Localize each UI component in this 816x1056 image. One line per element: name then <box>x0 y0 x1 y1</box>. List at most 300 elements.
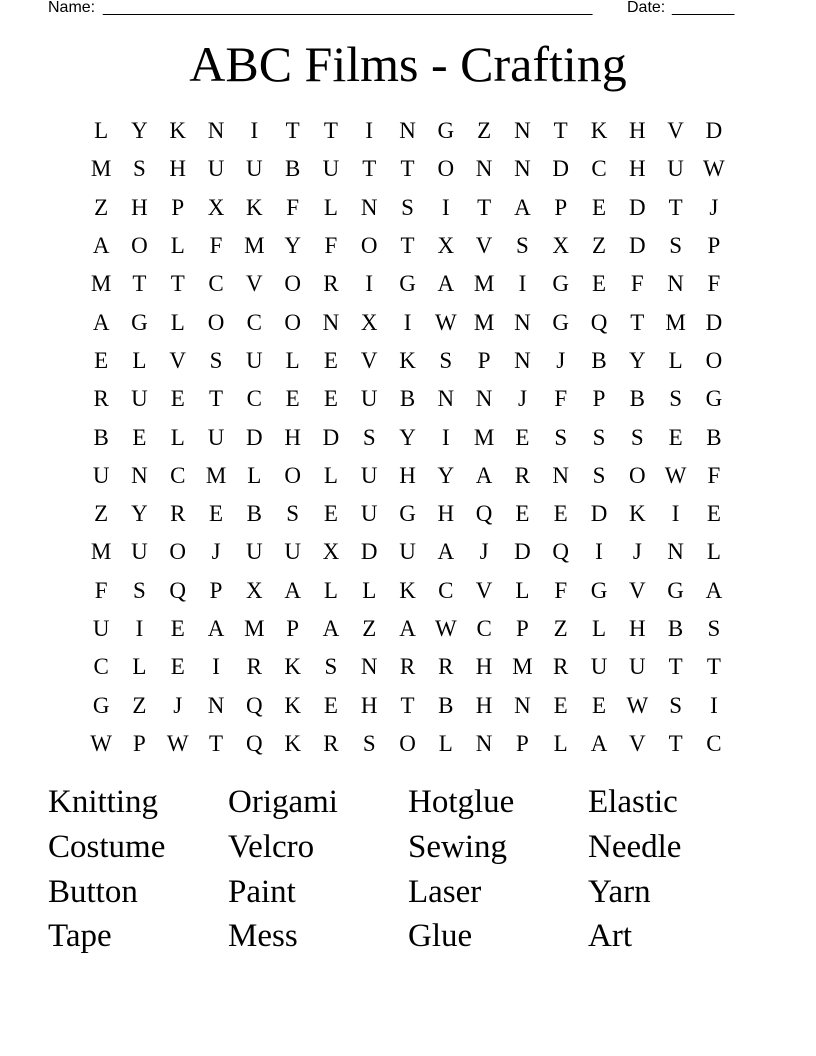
word-list-item: Velcro <box>228 829 315 866</box>
grid-letter: S <box>401 194 414 220</box>
grid-letter: F <box>554 577 568 603</box>
grid-letter: L <box>591 616 607 641</box>
grid-letter: O <box>284 271 301 297</box>
grid-letter: A <box>437 271 455 297</box>
grid-letter: X <box>437 233 455 259</box>
grid-letter: T <box>285 118 300 144</box>
grid-letter: A <box>514 194 531 220</box>
grid-letter: N <box>475 156 493 182</box>
grid-letter: W <box>703 156 725 182</box>
grid-letter: E <box>170 386 185 412</box>
grid-letter: N <box>667 539 684 565</box>
word-list-item: Laser <box>408 873 482 910</box>
grid-letter: P <box>209 577 223 603</box>
grid-letter: O <box>284 309 301 335</box>
grid-letter: U <box>360 501 378 527</box>
grid-letter: N <box>514 692 531 718</box>
grid-letter: L <box>247 462 262 488</box>
grid-letter: K <box>628 501 646 527</box>
grid-row <box>82 380 733 418</box>
grid-letter: N <box>552 462 570 488</box>
grid-letter: T <box>400 233 415 259</box>
grid-letter: A <box>207 616 225 641</box>
grid-letter: N <box>360 194 378 220</box>
grid-letter: O <box>360 233 378 259</box>
grid-row <box>82 725 733 763</box>
grid-letter: K <box>284 730 301 756</box>
grid-letter: A <box>590 730 608 756</box>
grid-letter: D <box>590 501 608 527</box>
grid-letter: U <box>360 386 378 412</box>
grid-letter: O <box>437 156 455 182</box>
grid-letter: H <box>131 194 148 220</box>
grid-row <box>82 457 733 495</box>
grid-letter: P <box>516 616 529 641</box>
word-list-item: Glue <box>408 918 473 955</box>
grid-letter: L <box>668 347 683 373</box>
grid-letter: J <box>517 386 527 412</box>
word-list-item: Sewing <box>408 829 507 866</box>
grid-letter: P <box>286 616 300 641</box>
grid-letter: O <box>207 309 225 335</box>
grid-letter: G <box>667 577 684 603</box>
grid-letter: G <box>399 271 416 297</box>
grid-letter: U <box>246 347 263 373</box>
grid-letter: L <box>706 539 721 565</box>
grid-letter: D <box>705 118 723 144</box>
grid-letter: N <box>514 118 531 144</box>
grid-letter: S <box>592 424 606 450</box>
grid-row <box>82 610 733 648</box>
grid-letter: O <box>131 233 148 259</box>
grid-letter: Z <box>94 501 109 527</box>
grid-letter: I <box>710 692 718 718</box>
grid-letter: Q <box>246 692 263 718</box>
grid-letter: T <box>477 194 492 220</box>
word-list <box>48 780 768 959</box>
grid-letter: H <box>475 654 493 680</box>
grid-letter: G <box>437 118 455 144</box>
grid-letter: I <box>365 118 374 144</box>
grid-letter: R <box>514 462 531 488</box>
grid-letter: A <box>284 577 301 603</box>
grid-letter: B <box>667 616 684 641</box>
grid-letter: Q <box>552 539 570 565</box>
grid-letter: L <box>132 347 147 373</box>
grid-letter: A <box>92 309 110 335</box>
grid-letter: X <box>207 194 225 220</box>
grid-letter: M <box>244 616 265 641</box>
grid-letter: M <box>90 156 112 182</box>
grid-letter: A <box>399 616 416 641</box>
grid-letter: T <box>668 194 683 220</box>
grid-letter: S <box>286 501 300 527</box>
grid-letter: Q <box>246 730 263 756</box>
grid-letter: B <box>246 501 262 527</box>
grid-letter: Q <box>475 501 493 527</box>
grid-letter: S <box>439 347 453 373</box>
grid-row <box>82 495 733 533</box>
grid-letter: P <box>477 347 491 373</box>
grid-letter: R <box>553 654 569 680</box>
name-blank-line: _______________________________________________________ <box>103 0 593 16</box>
grid-letter: L <box>553 730 568 756</box>
grid-letter: M <box>512 654 533 680</box>
word-list-item: Paint <box>228 873 296 910</box>
grid-letter: C <box>246 309 262 335</box>
grid-letter: E <box>668 424 683 450</box>
grid-letter: T <box>209 386 224 412</box>
grid-letter: G <box>590 577 608 603</box>
grid-letter: D <box>705 309 723 335</box>
grid-letter: G <box>552 271 570 297</box>
grid-letter: H <box>475 692 493 718</box>
grid-letter: T <box>132 271 147 297</box>
grid-letter: D <box>552 156 570 182</box>
grid-row <box>82 189 733 227</box>
word-list-item: Mess <box>228 918 298 955</box>
word-list-row <box>48 914 768 959</box>
grid-letter: F <box>554 386 568 412</box>
grid-letter: U <box>628 654 646 680</box>
grid-letter: E <box>323 501 338 527</box>
grid-letter: F <box>209 233 223 259</box>
grid-letter: S <box>707 616 721 641</box>
grid-letter: X <box>552 233 570 259</box>
grid-letter: Y <box>284 233 301 259</box>
grid-letter: L <box>170 309 185 335</box>
grid-row <box>82 533 733 571</box>
grid-letter: O <box>284 462 301 488</box>
grid-letter: E <box>591 271 607 297</box>
grid-letter: O <box>705 347 723 373</box>
grid-letter: R <box>399 654 416 680</box>
grid-letter: I <box>250 118 259 144</box>
grid-letter: Z <box>94 194 109 220</box>
grid-letter: H <box>628 616 646 641</box>
grid-letter: D <box>628 194 646 220</box>
grid-letter: Y <box>131 118 148 144</box>
grid-letter: T <box>400 692 415 718</box>
grid-letter: U <box>590 654 608 680</box>
grid-letter: E <box>170 654 185 680</box>
grid-letter: N <box>514 347 531 373</box>
grid-letter: E <box>323 386 338 412</box>
grid-letter: N <box>207 118 225 144</box>
grid-letter: H <box>399 462 416 488</box>
grid-letter: X <box>322 539 340 565</box>
grid-letter: T <box>706 654 721 680</box>
grid-row <box>82 686 733 724</box>
grid-letter: Z <box>553 616 568 641</box>
grid-letter: K <box>246 194 263 220</box>
grid-letter: E <box>323 692 338 718</box>
grid-letter: I <box>595 539 603 565</box>
grid-letter: E <box>706 501 721 527</box>
word-list-item: Knitting <box>48 784 159 821</box>
word-list-row <box>48 869 768 914</box>
grid-letter: B <box>629 386 645 412</box>
grid-row <box>82 342 733 380</box>
grid-letter: E <box>170 616 185 641</box>
grid-letter: L <box>438 730 453 756</box>
grid-letter: Z <box>477 118 492 144</box>
grid-letter: S <box>669 386 682 412</box>
grid-letter: Q <box>590 309 608 335</box>
grid-letter: Y <box>628 347 646 373</box>
grid-letter: V <box>360 347 378 373</box>
word-list-item: Button <box>48 873 138 910</box>
grid-letter: R <box>323 271 339 297</box>
grid-letter: T <box>209 730 224 756</box>
grid-letter: P <box>707 233 721 259</box>
grid-letter: X <box>246 577 263 603</box>
grid-letter: N <box>399 118 416 144</box>
word-list-item: Hotglue <box>408 784 515 821</box>
grid-letter: N <box>437 386 455 412</box>
grid-letter: I <box>403 309 412 335</box>
grid-letter: E <box>209 501 224 527</box>
grid-row <box>82 150 733 188</box>
grid-letter: K <box>284 692 301 718</box>
word-list-row <box>48 780 768 825</box>
grid-letter: N <box>207 692 225 718</box>
grid-letter: E <box>515 501 530 527</box>
grid-letter: A <box>475 462 493 488</box>
grid-letter: A <box>705 577 723 603</box>
grid-letter: K <box>399 577 416 603</box>
grid-letter: T <box>553 118 568 144</box>
grid-letter: F <box>324 233 338 259</box>
grid-letter: H <box>169 156 187 182</box>
grid-letter: U <box>246 539 263 565</box>
grid-letter: I <box>441 194 450 220</box>
grid-letter: G <box>705 386 723 412</box>
grid-letter: R <box>438 654 454 680</box>
grid-letter: X <box>360 309 378 335</box>
grid-letter: L <box>323 577 338 603</box>
grid-letter: B <box>591 347 607 373</box>
grid-letter: I <box>212 654 220 680</box>
grid-letter: J <box>556 347 566 373</box>
grid-letter: V <box>169 347 187 373</box>
grid-letter: C <box>438 577 454 603</box>
grid-letter: B <box>706 424 722 450</box>
grid-letter: C <box>208 271 224 297</box>
grid-letter: H <box>628 156 646 182</box>
grid-letter: L <box>132 654 147 680</box>
grid-letter: S <box>669 692 682 718</box>
grid-letter: H <box>437 501 455 527</box>
grid-letter: F <box>94 577 108 603</box>
grid-letter: U <box>667 156 684 182</box>
grid-letter: M <box>90 539 112 565</box>
grid-row <box>82 418 733 456</box>
grid-letter: J <box>709 194 719 220</box>
grid-letter: P <box>133 730 146 756</box>
grid-letter: O <box>169 539 187 565</box>
grid-letter: M <box>205 462 227 488</box>
grid-letter: M <box>244 233 265 259</box>
grid-letter: V <box>628 577 646 603</box>
grid-letter: J <box>479 539 489 565</box>
grid-letter: V <box>667 118 684 144</box>
word-list-item: Costume <box>48 829 166 866</box>
letter-grid <box>82 112 733 763</box>
grid-letter: F <box>630 271 644 297</box>
grid-letter: U <box>131 386 148 412</box>
header-line <box>48 0 748 18</box>
grid-letter: B <box>284 156 301 182</box>
grid-letter: S <box>362 730 376 756</box>
grid-letter: Z <box>591 233 607 259</box>
grid-letter: E <box>285 386 300 412</box>
grid-letter: B <box>438 692 454 718</box>
grid-letter: U <box>207 156 225 182</box>
word-list-row <box>48 825 768 870</box>
name-label: Name: <box>48 0 96 16</box>
grid-letter: R <box>323 730 339 756</box>
grid-letter: L <box>170 424 185 450</box>
grid-letter: T <box>323 118 338 144</box>
grid-letter: M <box>90 271 112 297</box>
grid-letter: W <box>90 730 112 756</box>
grid-letter: T <box>170 271 185 297</box>
grid-letter: G <box>399 501 416 527</box>
grid-row <box>82 112 733 150</box>
grid-letter: M <box>473 309 495 335</box>
grid-letter: N <box>131 462 148 488</box>
grid-letter: K <box>284 654 301 680</box>
grid-letter: H <box>360 692 378 718</box>
grid-letter: R <box>170 501 186 527</box>
grid-row <box>82 303 733 341</box>
grid-letter: Z <box>362 616 377 641</box>
grid-letter: U <box>131 539 148 565</box>
grid-letter: N <box>514 309 531 335</box>
word-list-item: Yarn <box>588 873 651 910</box>
grid-letter: U <box>399 539 416 565</box>
grid-letter: S <box>362 424 376 450</box>
grid-letter: E <box>94 347 109 373</box>
grid-letter: L <box>323 194 338 220</box>
grid-letter: A <box>92 233 110 259</box>
word-list-item: Tape <box>48 918 112 955</box>
grid-letter: F <box>286 194 300 220</box>
grid-letter: T <box>630 309 645 335</box>
grid-letter: R <box>246 654 262 680</box>
grid-letter: L <box>362 577 377 603</box>
grid-letter: C <box>706 730 722 756</box>
grid-letter: W <box>434 309 457 335</box>
grid-letter: I <box>671 501 680 527</box>
grid-letter: D <box>514 539 531 565</box>
grid-letter: U <box>92 616 110 641</box>
grid-letter: P <box>516 730 529 756</box>
grid-letter: E <box>553 692 568 718</box>
grid-letter: S <box>133 156 146 182</box>
grid-letter: E <box>591 194 607 220</box>
grid-letter: P <box>171 194 185 220</box>
grid-row <box>82 572 733 610</box>
grid-letter: Y <box>437 462 455 488</box>
grid-letter: R <box>93 386 109 412</box>
grid-letter: C <box>246 386 262 412</box>
grid-letter: E <box>515 424 530 450</box>
grid-letter: L <box>94 118 109 144</box>
grid-letter: L <box>170 233 185 259</box>
grid-letter: S <box>554 424 568 450</box>
grid-letter: P <box>592 386 606 412</box>
grid-letter: C <box>170 462 186 488</box>
grid-letter: W <box>166 730 189 756</box>
grid-letter: N <box>322 309 340 335</box>
word-list-item: Needle <box>588 829 682 866</box>
grid-letter: N <box>667 271 684 297</box>
grid-letter: V <box>475 577 493 603</box>
grid-letter: U <box>207 424 225 450</box>
grid-letter: W <box>664 462 687 488</box>
grid-letter: M <box>665 309 686 335</box>
grid-letter: J <box>173 692 183 718</box>
word-list-item: Art <box>588 918 632 955</box>
grid-letter: I <box>518 271 527 297</box>
grid-letter: L <box>323 462 338 488</box>
grid-letter: F <box>707 271 721 297</box>
date-blank-line: _______ <box>672 0 735 16</box>
grid-letter: J <box>211 539 221 565</box>
grid-letter: I <box>135 616 144 641</box>
grid-letter: K <box>399 347 416 373</box>
grid-letter: O <box>628 462 646 488</box>
grid-row <box>82 265 733 303</box>
grid-letter: T <box>400 156 415 182</box>
grid-letter: L <box>515 577 530 603</box>
grid-letter: A <box>322 616 340 641</box>
word-list-item: Origami <box>228 784 338 821</box>
grid-letter: C <box>476 616 492 641</box>
grid-letter: M <box>473 271 495 297</box>
grid-letter: H <box>284 424 301 450</box>
grid-letter: U <box>360 462 378 488</box>
grid-letter: D <box>628 233 646 259</box>
grid-letter: D <box>322 424 340 450</box>
grid-letter: K <box>169 118 187 144</box>
word-list-item: Elastic <box>588 784 678 821</box>
grid-letter: G <box>92 692 110 718</box>
grid-letter: W <box>626 692 649 718</box>
grid-letter: S <box>630 424 644 450</box>
grid-letter: A <box>437 539 455 565</box>
grid-letter: S <box>592 462 606 488</box>
grid-letter: N <box>475 730 493 756</box>
grid-letter: S <box>669 233 682 259</box>
grid-letter: F <box>707 462 721 488</box>
grid-letter: E <box>553 501 568 527</box>
grid-letter: P <box>554 194 568 220</box>
grid-letter: C <box>591 156 607 182</box>
grid-letter: T <box>668 654 683 680</box>
grid-letter: S <box>133 577 146 603</box>
grid-letter: O <box>399 730 416 756</box>
grid-letter: C <box>93 654 109 680</box>
grid-letter: V <box>628 730 646 756</box>
grid-letter: G <box>131 309 148 335</box>
grid-letter: E <box>591 692 607 718</box>
grid-letter: V <box>475 233 493 259</box>
grid-letter: E <box>132 424 147 450</box>
grid-letter: S <box>209 347 223 373</box>
